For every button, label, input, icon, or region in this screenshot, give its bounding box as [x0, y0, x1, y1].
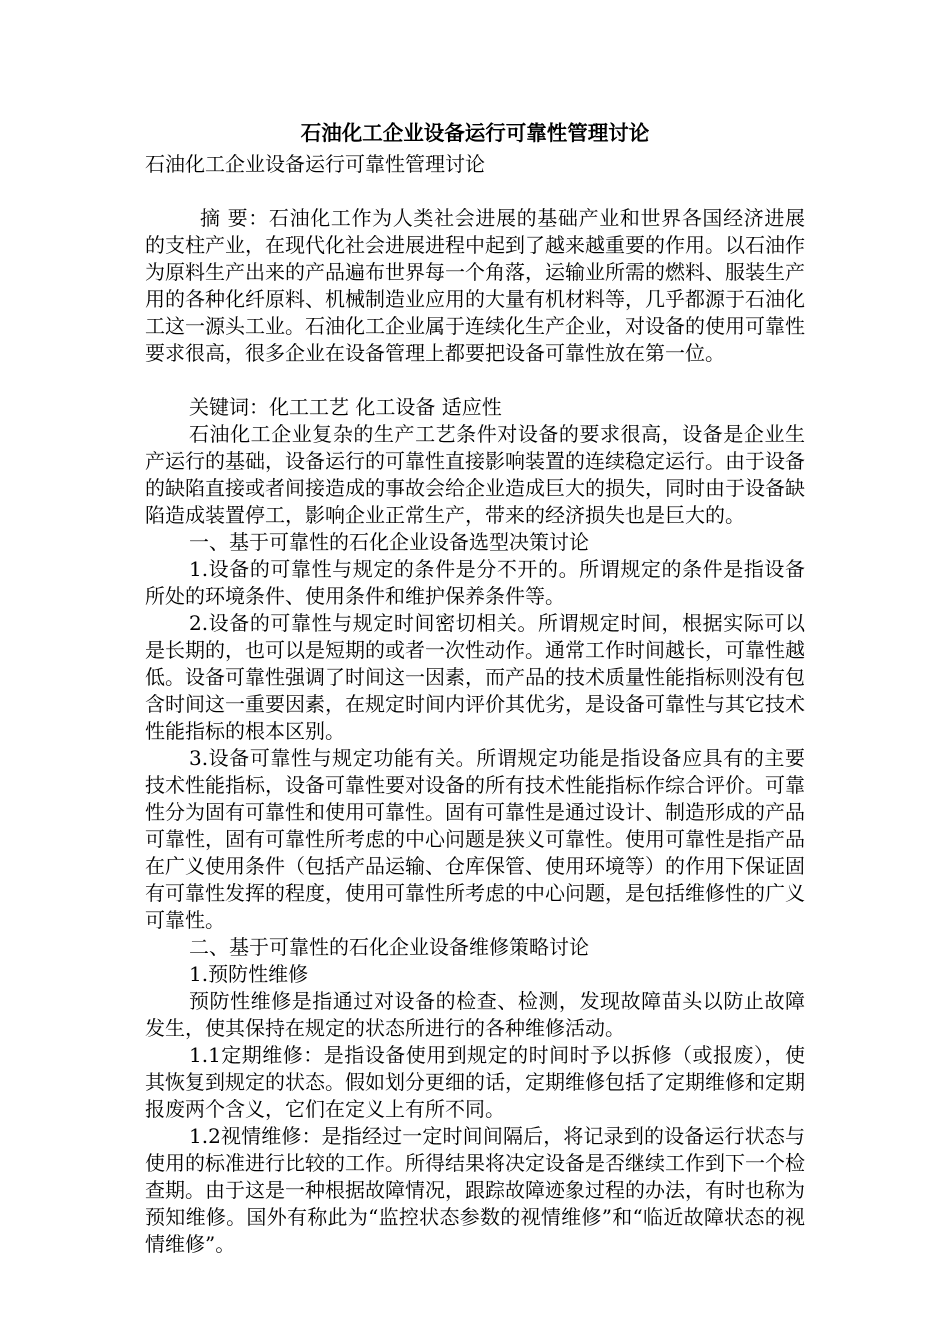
body-paragraph: 1.2视情维修：是指经过一定时间间隔后，将记录到的设备运行状态与使用的标准进行比较的工作。所得结果将决定设备是否继续工作到下一个检查期。由于这是一种根据故障情况，跟踪故障迹象过程的办法，有时也称为预知维修。国外有称此为“监控状态参数的视情维修”和“临近故障状态的视情维修”。 [145, 1124, 805, 1256]
section-heading: 一、基于可靠性的石化企业设备选型决策讨论 [189, 530, 589, 554]
abstract-paragraph: 摘 要：石油化工作为人类社会进展的基础产业和世界各国经济进展的支柱产业，在现代化社会进展进程中起到了越来越重要的作用。以石油作为原料生产出来的产品遍布世界每一个角落，运输业所需的燃料、服装生产用的各种化纤原料、机械制造业应用的大量有机材料等，几乎都源于石油化工这一源头工业。石油化工企业属于连续化生产企业，对设备的使用可靠性要求很高，很多企业在设备管理上都要把设备可靠性放在第一位。 [145, 206, 805, 365]
keywords-line: 关键词：化工工艺 化工设备 适应性 [189, 395, 502, 419]
body-paragraph: 3.设备可靠性与规定功能有关。所谓规定功能是指设备应具有的主要技术性能指标，设备可靠性要对设备的所有技术性能指标作综合评价。可靠性分为固有可靠性和使用可靠性。固有可靠性是通过设计、制造形成的产品可靠性，固有可靠性所考虑的中心问题是狭义可靠性。使用可靠性是指产品在广义使用条件（包括产品运输、仓库保管、使用环境等）的作用下保证固有可靠性发挥的程度，使用可靠性所考虑的中心问题，是包括维修性的广义可靠性。 [145, 746, 805, 932]
document-title: 石油化工企业设备运行可靠性管理讨论 [300, 121, 650, 145]
document-page [145, 118, 805, 1258]
section-heading: 二、基于可靠性的石化企业设备维修策略讨论 [189, 935, 589, 959]
body-paragraph: 2.设备的可靠性与规定时间密切相关。所谓规定时间，根据实际可以是长期的，也可以是短期的或者一次性动作。通常工作时间越长，可靠性越低。设备可靠性强调了时间这一因素，而产品的技术质量性能指标则没有包含时间这一重要因素，在规定时间内评价其优劣，是设备可靠性与其它技术性能指标的根本区别。 [145, 611, 805, 743]
body-paragraph: 1.设备的可靠性与规定的条件是分不开的。所谓规定的条件是指设备所处的环境条件、使用条件和维护保养条件等。 [145, 557, 805, 608]
subsection-heading: 1.预防性维修 [189, 962, 309, 986]
body-paragraph: 预防性维修是指通过对设备的检查、检测，发现故障苗头以防止故障发生，使其保持在规定的状态所进行的各种维修活动。 [145, 989, 805, 1040]
body-paragraph: 石油化工企业复杂的生产工艺条件对设备的要求很高，设备是企业生产运行的基础，设备运行的可靠性直接影响装置的连续稳定运行。由于设备的缺陷直接或者间接造成的事故会给企业造成巨大的损失，同时由于设备缺陷造成装置停工，影响企业正常生产，带来的经济损失也是巨大的。 [145, 422, 805, 527]
body-paragraph: 1.1定期维修：是指设备使用到规定的时间时予以拆修（或报废），使其恢复到规定的状态。假如划分更细的话，定期维修包括了定期维修和定期报废两个含义，它们在定义上有所不同。 [145, 1043, 805, 1121]
document-subtitle: 石油化工企业设备运行可靠性管理讨论 [145, 152, 485, 176]
